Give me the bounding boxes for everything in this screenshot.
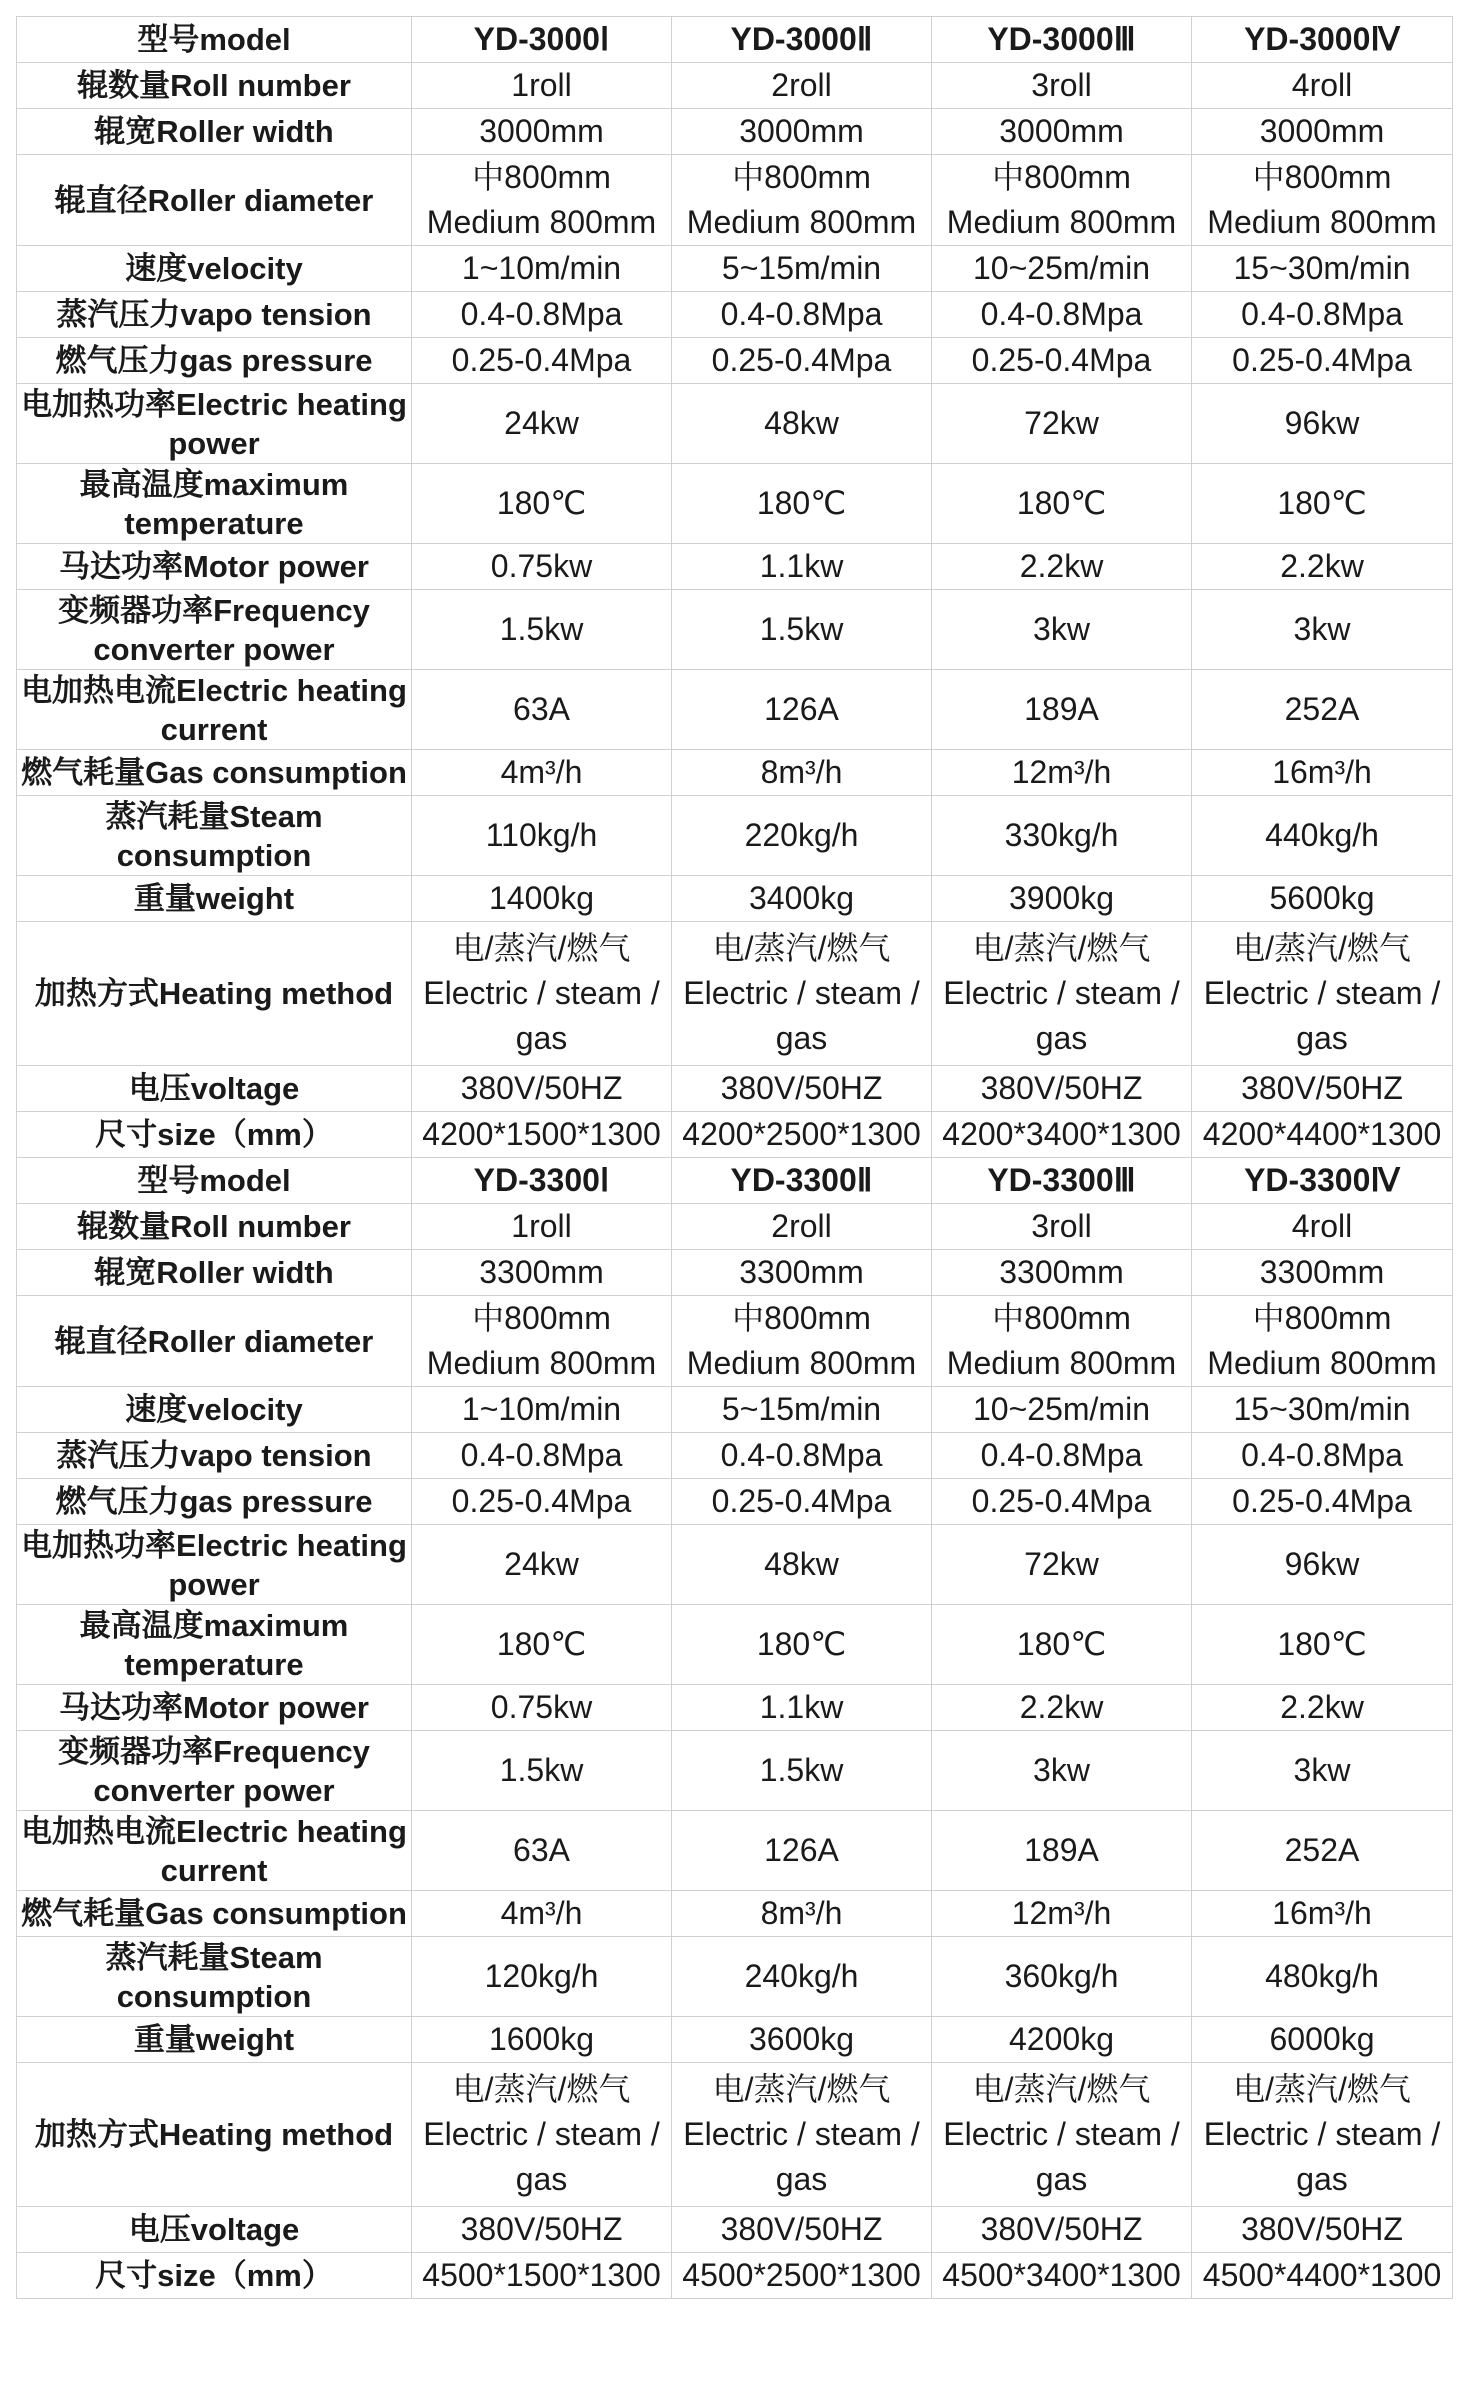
- spec-label: 变频器功率Frequency converter power: [17, 1731, 412, 1811]
- spec-value: 380V/50HZ: [932, 2207, 1192, 2253]
- spec-value: 4200*2500*1300: [672, 1112, 932, 1158]
- spec-row-voltage: [17, 1066, 1453, 1112]
- spec-value: 3000mm: [412, 109, 672, 155]
- spec-label: 蒸汽耗量Steam consumption: [17, 1937, 412, 2017]
- spec-row-motor-power: [17, 544, 1453, 590]
- spec-row-max-temperature: [17, 1605, 1453, 1685]
- spec-label: 马达功率Motor power: [17, 1685, 412, 1731]
- spec-label: 辊宽Roller width: [17, 1250, 412, 1296]
- spec-value: 24kw: [412, 384, 672, 464]
- spec-value: 96kw: [1192, 1525, 1453, 1605]
- spec-value: 3400kg: [672, 876, 932, 922]
- spec-value: 0.4-0.8Mpa: [672, 1433, 932, 1479]
- spec-value: 180℃: [412, 1605, 672, 1685]
- spec-value: 480kg/h: [1192, 1937, 1453, 2017]
- spec-value: 3kw: [1192, 1731, 1453, 1811]
- spec-value: 120kg/h: [412, 1937, 672, 2017]
- spec-value: 3kw: [932, 1731, 1192, 1811]
- spec-value: 4roll: [1192, 63, 1453, 109]
- spec-label: 重量weight: [17, 876, 412, 922]
- spec-label: 电加热功率Electric heating power: [17, 384, 412, 464]
- spec-row-model: [17, 17, 1453, 63]
- spec-value: 180℃: [672, 1605, 932, 1685]
- spec-value: 180℃: [932, 464, 1192, 544]
- spec-label: 辊直径Roller diameter: [17, 155, 412, 246]
- spec-label: 型号model: [17, 17, 412, 63]
- spec-value: 380V/50HZ: [1192, 1066, 1453, 1112]
- spec-value: 中800mm Medium 800mm: [1192, 1296, 1453, 1387]
- spec-value: 220kg/h: [672, 796, 932, 876]
- spec-value: 380V/50HZ: [412, 2207, 672, 2253]
- spec-value: 5~15m/min: [672, 246, 932, 292]
- spec-value: 0.25-0.4Mpa: [672, 1479, 932, 1525]
- spec-value: 189A: [932, 670, 1192, 750]
- spec-value: 3000mm: [1192, 109, 1453, 155]
- spec-label: 变频器功率Frequency converter power: [17, 590, 412, 670]
- spec-value: 4200*4400*1300: [1192, 1112, 1453, 1158]
- spec-value: 126A: [672, 1811, 932, 1891]
- spec-value: 4m³/h: [412, 750, 672, 796]
- spec-value: 180℃: [932, 1605, 1192, 1685]
- spec-value: 4500*2500*1300: [672, 2253, 932, 2299]
- spec-value: 12m³/h: [932, 750, 1192, 796]
- spec-row-max-temperature: [17, 464, 1453, 544]
- spec-row-steam-consumption: [17, 796, 1453, 876]
- spec-value: 180℃: [672, 464, 932, 544]
- spec-value: 10~25m/min: [932, 1387, 1192, 1433]
- spec-label: 电压voltage: [17, 2207, 412, 2253]
- spec-value: 380V/50HZ: [672, 2207, 932, 2253]
- spec-value: 3600kg: [672, 2017, 932, 2063]
- spec-row-electric-heating-power: [17, 384, 1453, 464]
- spec-value: 2roll: [672, 1204, 932, 1250]
- spec-value: 3roll: [932, 63, 1192, 109]
- spec-value: 1.5kw: [412, 590, 672, 670]
- spec-label: 燃气压力gas pressure: [17, 338, 412, 384]
- spec-value: 10~25m/min: [932, 246, 1192, 292]
- model-name: YD-3000Ⅲ: [932, 17, 1192, 63]
- spec-value: 1400kg: [412, 876, 672, 922]
- spec-value: 电/蒸汽/燃气 Electric / steam / gas: [412, 922, 672, 1066]
- spec-value: 0.25-0.4Mpa: [1192, 338, 1453, 384]
- spec-value: 1roll: [412, 63, 672, 109]
- spec-value: 180℃: [412, 464, 672, 544]
- spec-label: 蒸汽压力vapo tension: [17, 1433, 412, 1479]
- spec-value: 380V/50HZ: [932, 1066, 1192, 1112]
- spec-value: 96kw: [1192, 384, 1453, 464]
- spec-row-gas-pressure: [17, 1479, 1453, 1525]
- spec-value: 1600kg: [412, 2017, 672, 2063]
- spec-value: 中800mm Medium 800mm: [932, 155, 1192, 246]
- model-name: YD-3300Ⅰ: [412, 1158, 672, 1204]
- spec-label: 加热方式Heating method: [17, 2063, 412, 2207]
- spec-value: 4roll: [1192, 1204, 1453, 1250]
- spec-row-roller-diameter: [17, 1296, 1453, 1387]
- spec-row-roller-width: [17, 109, 1453, 155]
- spec-value: 1.1kw: [672, 1685, 932, 1731]
- spec-value: 180℃: [1192, 1605, 1453, 1685]
- spec-row-weight: [17, 876, 1453, 922]
- spec-row-voltage: [17, 2207, 1453, 2253]
- spec-value: 0.4-0.8Mpa: [412, 292, 672, 338]
- spec-value: 4500*3400*1300: [932, 2253, 1192, 2299]
- spec-value: 电/蒸汽/燃气 Electric / steam / gas: [932, 922, 1192, 1066]
- spec-row-electric-heating-current: [17, 670, 1453, 750]
- spec-value: 4200*1500*1300: [412, 1112, 672, 1158]
- spec-value: 15~30m/min: [1192, 246, 1453, 292]
- spec-label: 最高温度maximum temperature: [17, 1605, 412, 1685]
- spec-row-roller-diameter: [17, 155, 1453, 246]
- spec-label: 电加热电流Electric heating current: [17, 670, 412, 750]
- spec-label: 马达功率Motor power: [17, 544, 412, 590]
- spec-value: 3kw: [1192, 590, 1453, 670]
- spec-label: 最高温度maximum temperature: [17, 464, 412, 544]
- spec-label: 蒸汽耗量Steam consumption: [17, 796, 412, 876]
- spec-table-body: [17, 17, 1453, 2299]
- spec-value: 126A: [672, 670, 932, 750]
- spec-value: 3300mm: [412, 1250, 672, 1296]
- spec-row-gas-consumption: [17, 1891, 1453, 1937]
- spec-row-roller-width: [17, 1250, 1453, 1296]
- spec-value: 2.2kw: [1192, 1685, 1453, 1731]
- spec-label: 尺寸size（mm）: [17, 2253, 412, 2299]
- spec-row-vapo-tension: [17, 292, 1453, 338]
- spec-label: 电压voltage: [17, 1066, 412, 1112]
- spec-value: 63A: [412, 1811, 672, 1891]
- spec-label: 燃气耗量Gas consumption: [17, 750, 412, 796]
- spec-row-frequency-converter-power: [17, 590, 1453, 670]
- spec-label: 辊数量Roll number: [17, 1204, 412, 1250]
- spec-value: 5600kg: [1192, 876, 1453, 922]
- spec-value: 0.4-0.8Mpa: [932, 1433, 1192, 1479]
- spec-value: 0.25-0.4Mpa: [932, 338, 1192, 384]
- spec-row-frequency-converter-power: [17, 1731, 1453, 1811]
- model-name: YD-3300Ⅲ: [932, 1158, 1192, 1204]
- spec-value: 中800mm Medium 800mm: [412, 1296, 672, 1387]
- spec-value: 1.5kw: [672, 1731, 932, 1811]
- spec-value: 1~10m/min: [412, 1387, 672, 1433]
- spec-value: 3900kg: [932, 876, 1192, 922]
- spec-row-size: [17, 2253, 1453, 2299]
- spec-value: 3000mm: [672, 109, 932, 155]
- spec-label: 速度velocity: [17, 246, 412, 292]
- spec-label: 重量weight: [17, 2017, 412, 2063]
- spec-value: 0.4-0.8Mpa: [1192, 1433, 1453, 1479]
- spec-label: 电加热电流Electric heating current: [17, 1811, 412, 1891]
- spec-value: 中800mm Medium 800mm: [1192, 155, 1453, 246]
- spec-value: 4500*1500*1300: [412, 2253, 672, 2299]
- spec-value: 180℃: [1192, 464, 1453, 544]
- spec-value: 16m³/h: [1192, 1891, 1453, 1937]
- spec-value: 1.1kw: [672, 544, 932, 590]
- spec-value: 1roll: [412, 1204, 672, 1250]
- spec-value: 0.25-0.4Mpa: [1192, 1479, 1453, 1525]
- spec-row-electric-heating-current: [17, 1811, 1453, 1891]
- spec-value: 252A: [1192, 1811, 1453, 1891]
- spec-label: 辊数量Roll number: [17, 63, 412, 109]
- spec-label: 燃气耗量Gas consumption: [17, 1891, 412, 1937]
- spec-value: 8m³/h: [672, 1891, 932, 1937]
- spec-value: 0.4-0.8Mpa: [932, 292, 1192, 338]
- spec-value: 8m³/h: [672, 750, 932, 796]
- spec-value: 2roll: [672, 63, 932, 109]
- spec-label: 辊直径Roller diameter: [17, 1296, 412, 1387]
- model-name: YD-3300Ⅱ: [672, 1158, 932, 1204]
- spec-label: 蒸汽压力vapo tension: [17, 292, 412, 338]
- spec-value: 0.4-0.8Mpa: [1192, 292, 1453, 338]
- spec-value: 3300mm: [1192, 1250, 1453, 1296]
- spec-value: 电/蒸汽/燃气 Electric / steam / gas: [412, 2063, 672, 2207]
- spec-value: 360kg/h: [932, 1937, 1192, 2017]
- spec-row-roll-number: [17, 63, 1453, 109]
- spec-label: 型号model: [17, 1158, 412, 1204]
- spec-value: 380V/50HZ: [412, 1066, 672, 1112]
- spec-label: 速度velocity: [17, 1387, 412, 1433]
- spec-value: 240kg/h: [672, 1937, 932, 2017]
- spec-value: 72kw: [932, 1525, 1192, 1605]
- spec-row-electric-heating-power: [17, 1525, 1453, 1605]
- spec-value: 电/蒸汽/燃气 Electric / steam / gas: [1192, 2063, 1453, 2207]
- model-name: YD-3000Ⅳ: [1192, 17, 1453, 63]
- spec-value: 72kw: [932, 384, 1192, 464]
- spec-value: 0.25-0.4Mpa: [412, 338, 672, 384]
- spec-label: 辊宽Roller width: [17, 109, 412, 155]
- spec-value: 440kg/h: [1192, 796, 1453, 876]
- spec-value: 2.2kw: [1192, 544, 1453, 590]
- spec-value: 3300mm: [932, 1250, 1192, 1296]
- spec-value: 1.5kw: [672, 590, 932, 670]
- model-name: YD-3300Ⅳ: [1192, 1158, 1453, 1204]
- spec-row-velocity: [17, 246, 1453, 292]
- spec-value: 110kg/h: [412, 796, 672, 876]
- spec-value: 0.75kw: [412, 544, 672, 590]
- spec-row-vapo-tension: [17, 1433, 1453, 1479]
- spec-row-heating-method: [17, 922, 1453, 1066]
- spec-value: 3000mm: [932, 109, 1192, 155]
- spec-value: 380V/50HZ: [1192, 2207, 1453, 2253]
- spec-row-gas-pressure: [17, 338, 1453, 384]
- spec-row-size: [17, 1112, 1453, 1158]
- spec-label: 尺寸size（mm）: [17, 1112, 412, 1158]
- spec-row-roll-number: [17, 1204, 1453, 1250]
- spec-value: 252A: [1192, 670, 1453, 750]
- spec-value: 3300mm: [672, 1250, 932, 1296]
- spec-row-model: [17, 1158, 1453, 1204]
- spec-value: 63A: [412, 670, 672, 750]
- spec-row-steam-consumption: [17, 1937, 1453, 2017]
- spec-row-velocity: [17, 1387, 1453, 1433]
- spec-value: 3kw: [932, 590, 1192, 670]
- spec-row-gas-consumption: [17, 750, 1453, 796]
- spec-value: 3roll: [932, 1204, 1192, 1250]
- spec-row-motor-power: [17, 1685, 1453, 1731]
- spec-value: 4200kg: [932, 2017, 1192, 2063]
- spec-table: [16, 16, 1453, 2299]
- model-name: YD-3000Ⅱ: [672, 17, 932, 63]
- spec-value: 4200*3400*1300: [932, 1112, 1192, 1158]
- spec-value: 4500*4400*1300: [1192, 2253, 1453, 2299]
- spec-value: 1~10m/min: [412, 246, 672, 292]
- spec-value: 中800mm Medium 800mm: [672, 1296, 932, 1387]
- spec-value: 中800mm Medium 800mm: [672, 155, 932, 246]
- spec-value: 1.5kw: [412, 1731, 672, 1811]
- spec-value: 电/蒸汽/燃气 Electric / steam / gas: [932, 2063, 1192, 2207]
- model-name: YD-3000Ⅰ: [412, 17, 672, 63]
- spec-value: 0.4-0.8Mpa: [672, 292, 932, 338]
- spec-value: 4m³/h: [412, 1891, 672, 1937]
- spec-value: 5~15m/min: [672, 1387, 932, 1433]
- spec-row-weight: [17, 2017, 1453, 2063]
- spec-value: 6000kg: [1192, 2017, 1453, 2063]
- spec-value: 电/蒸汽/燃气 Electric / steam / gas: [672, 2063, 932, 2207]
- spec-value: 中800mm Medium 800mm: [412, 155, 672, 246]
- spec-value: 48kw: [672, 384, 932, 464]
- spec-value: 0.75kw: [412, 1685, 672, 1731]
- spec-value: 0.4-0.8Mpa: [412, 1433, 672, 1479]
- spec-value: 330kg/h: [932, 796, 1192, 876]
- spec-value: 24kw: [412, 1525, 672, 1605]
- spec-value: 0.25-0.4Mpa: [672, 338, 932, 384]
- spec-value: 12m³/h: [932, 1891, 1192, 1937]
- spec-value: 0.25-0.4Mpa: [412, 1479, 672, 1525]
- spec-label: 电加热功率Electric heating power: [17, 1525, 412, 1605]
- spec-value: 48kw: [672, 1525, 932, 1605]
- spec-label: 燃气压力gas pressure: [17, 1479, 412, 1525]
- spec-value: 2.2kw: [932, 544, 1192, 590]
- spec-value: 电/蒸汽/燃气 Electric / steam / gas: [1192, 922, 1453, 1066]
- spec-value: 电/蒸汽/燃气 Electric / steam / gas: [672, 922, 932, 1066]
- spec-label: 加热方式Heating method: [17, 922, 412, 1066]
- spec-value: 16m³/h: [1192, 750, 1453, 796]
- spec-value: 中800mm Medium 800mm: [932, 1296, 1192, 1387]
- spec-value: 380V/50HZ: [672, 1066, 932, 1112]
- spec-value: 15~30m/min: [1192, 1387, 1453, 1433]
- spec-value: 2.2kw: [932, 1685, 1192, 1731]
- spec-value: 0.25-0.4Mpa: [932, 1479, 1192, 1525]
- spec-value: 189A: [932, 1811, 1192, 1891]
- spec-row-heating-method: [17, 2063, 1453, 2207]
